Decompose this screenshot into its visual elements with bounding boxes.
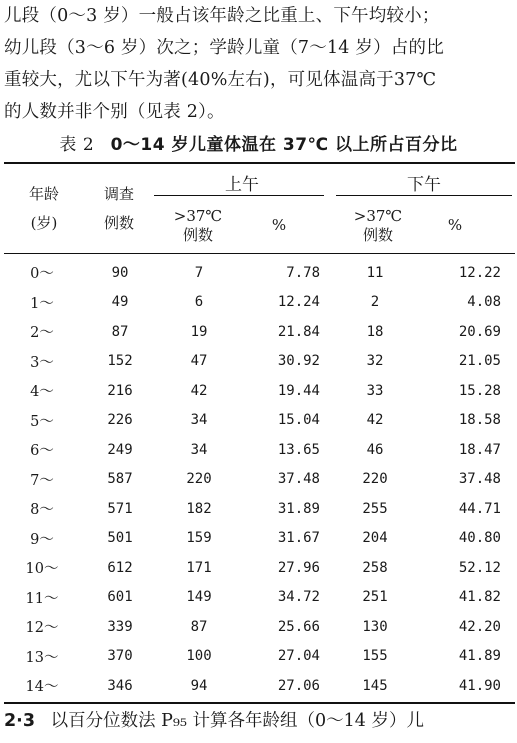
cell-pm: 220 [362,471,388,488]
cell-n: 87 [111,323,129,340]
cell-am: 87 [190,618,208,635]
cell-pm-pct: 42.20 [458,618,501,635]
cell-age: 10～ [25,561,59,578]
cell-am-pct: 31.89 [277,500,320,517]
cell-am: 94 [190,677,208,694]
cell-age: 11～ [25,590,59,607]
cell-pm: 2 [370,294,380,311]
header-surveyed-line2: 例数 [103,214,134,232]
cell-pm: 46 [366,441,384,458]
cell-age: 0～ [30,266,54,283]
cell-am-pct: 7.78 [286,264,320,281]
cell-pm-pct: 12.22 [458,264,501,281]
body-paragraph [4,0,513,128]
cell-n: 370 [107,648,133,665]
cell-pm-pct: 4.08 [467,294,501,311]
table-row [4,347,515,377]
cell-age: 8～ [30,502,54,519]
cell-pm-pct: 40.80 [458,530,501,547]
table-bottom-rule [4,702,515,704]
cell-n: 249 [107,441,133,458]
cell-am-pct: 34.72 [277,589,320,606]
cell-n: 226 [107,412,133,429]
table-caption [0,130,517,155]
data-table [4,258,515,701]
cell-n: 49 [111,294,129,311]
cell-am: 19 [190,323,208,340]
table-row [4,406,515,436]
cell-age: 3～ [30,354,54,371]
cell-pm-pct: 41.82 [458,589,501,606]
cell-am: 42 [190,382,208,399]
header-pm-over37-line2: 例数 [362,226,393,244]
cell-pm-pct: 18.47 [458,441,501,458]
header-age [14,185,74,233]
cell-am: 159 [186,530,212,547]
cell-n: 339 [107,618,133,635]
afternoon-subrule [336,195,512,196]
cell-am: 7 [194,264,204,281]
cell-am-pct: 31.67 [277,530,320,547]
cell-am: 34 [190,412,208,429]
cell-pm-pct: 20.69 [458,323,501,340]
cell-age: 9～ [30,531,54,548]
table-row [4,258,515,288]
cell-pm-pct: 37.48 [458,471,501,488]
cell-n: 346 [107,677,133,694]
table-row [4,376,515,406]
cell-n: 152 [107,353,133,370]
cell-pm: 255 [362,500,388,517]
cell-age: 1～ [30,295,54,312]
cell-am-pct: 21.84 [277,323,320,340]
cell-n: 90 [111,264,129,281]
cell-pm-pct: 41.89 [458,648,501,665]
cell-age: 5～ [30,413,54,430]
footer-line [4,707,424,732]
table-header-rule [4,253,515,254]
cell-am: 220 [186,471,212,488]
cell-am: 171 [186,559,212,576]
cell-am: 6 [194,294,204,311]
cell-am-pct: 19.44 [277,382,320,399]
table-row [4,494,515,524]
header-age-line2: (岁) [30,214,58,232]
cell-am-pct: 27.06 [277,677,320,694]
cell-age: 4～ [30,384,54,401]
header-surveyed-line1: 调查 [103,185,134,203]
table-title: 0～14 岁儿童体温在 37℃ 以上所占百分比 [110,135,458,155]
cell-pm: 130 [362,618,388,635]
cell-pm: 204 [362,530,388,547]
cell-pm: 258 [362,559,388,576]
cell-pm-pct: 21.05 [458,353,501,370]
cell-am: 182 [186,500,212,517]
cell-am-pct: 15.04 [277,412,320,429]
header-pm-pct: % [447,216,463,234]
paragraph-line-2: 幼儿段（3～6 岁）次之；学龄儿童（7～14 岁）占的比 [4,38,444,58]
cell-n: 587 [107,471,133,488]
cell-pm-pct: 41.90 [458,677,501,694]
header-am-over37-line1: >37℃ [173,207,223,225]
cell-am: 47 [190,353,208,370]
header-pm-over37-line1: >37℃ [353,207,403,225]
cell-am-pct: 13.65 [277,441,320,458]
cell-age: 12～ [25,620,59,637]
header-am-over37 [158,207,238,245]
cell-pm: 33 [366,382,384,399]
table-row [4,583,515,613]
morning-subrule [154,195,324,196]
footer-text: 以百分位数法 P₉₅ 计算各年龄组（0～14 岁）儿 [50,711,424,731]
section-number: 2·3 [4,711,36,731]
cell-pm: 42 [366,412,384,429]
cell-pm: 155 [362,648,388,665]
cell-pm-pct: 15.28 [458,382,501,399]
cell-pm: 32 [366,353,384,370]
table-row [4,465,515,495]
cell-am-pct: 27.96 [277,559,320,576]
cell-n: 571 [107,500,133,517]
cell-am: 100 [186,648,212,665]
table-row [4,642,515,672]
header-am-over37-line2: 例数 [182,226,213,244]
cell-n: 501 [107,530,133,547]
cell-pm-pct: 18.58 [458,412,501,429]
cell-age: 2～ [30,325,54,342]
table-row [4,317,515,347]
cell-age: 13～ [25,649,59,666]
header-pm-over37 [338,207,418,245]
cell-am-pct: 12.24 [277,294,320,311]
table-top-rule [4,162,515,164]
cell-age: 14～ [25,679,59,696]
data-table-body [4,258,515,701]
table-row [4,288,515,318]
paragraph-line-4: 的人数并非个别（见表 2）。 [4,102,225,122]
cell-am: 34 [190,441,208,458]
cell-am-pct: 25.66 [277,618,320,635]
header-surveyed [88,185,150,233]
cell-n: 601 [107,589,133,606]
cell-pm: 18 [366,323,384,340]
header-morning: 上午 [225,175,259,195]
table-row [4,435,515,465]
cell-pm: 251 [362,589,388,606]
table-row [4,524,515,554]
cell-am-pct: 37.48 [277,471,320,488]
table-row [4,553,515,583]
table-row [4,671,515,701]
cell-n: 216 [107,382,133,399]
cell-pm: 11 [366,264,384,281]
cell-am-pct: 30.92 [277,353,320,370]
cell-am-pct: 27.04 [277,648,320,665]
cell-age: 6～ [30,443,54,460]
table-row [4,612,515,642]
cell-am: 149 [186,589,212,606]
paragraph-line-1: 儿段（0～3 岁）一般占该年龄之比重上、下午均较小； [4,6,440,26]
cell-age: 7～ [30,472,54,489]
header-age-line1: 年龄 [28,185,59,203]
header-am-pct: % [271,216,287,234]
cell-pm-pct: 52.12 [458,559,501,576]
cell-pm: 145 [362,677,388,694]
cell-pm-pct: 44.71 [458,500,501,517]
paragraph-line-3: 重较大，尤以下午为著(40%左右)，可见体温高于37℃ [4,70,437,90]
cell-n: 612 [107,559,133,576]
header-afternoon: 下午 [407,175,441,195]
table-number: 表 2 [59,135,95,155]
